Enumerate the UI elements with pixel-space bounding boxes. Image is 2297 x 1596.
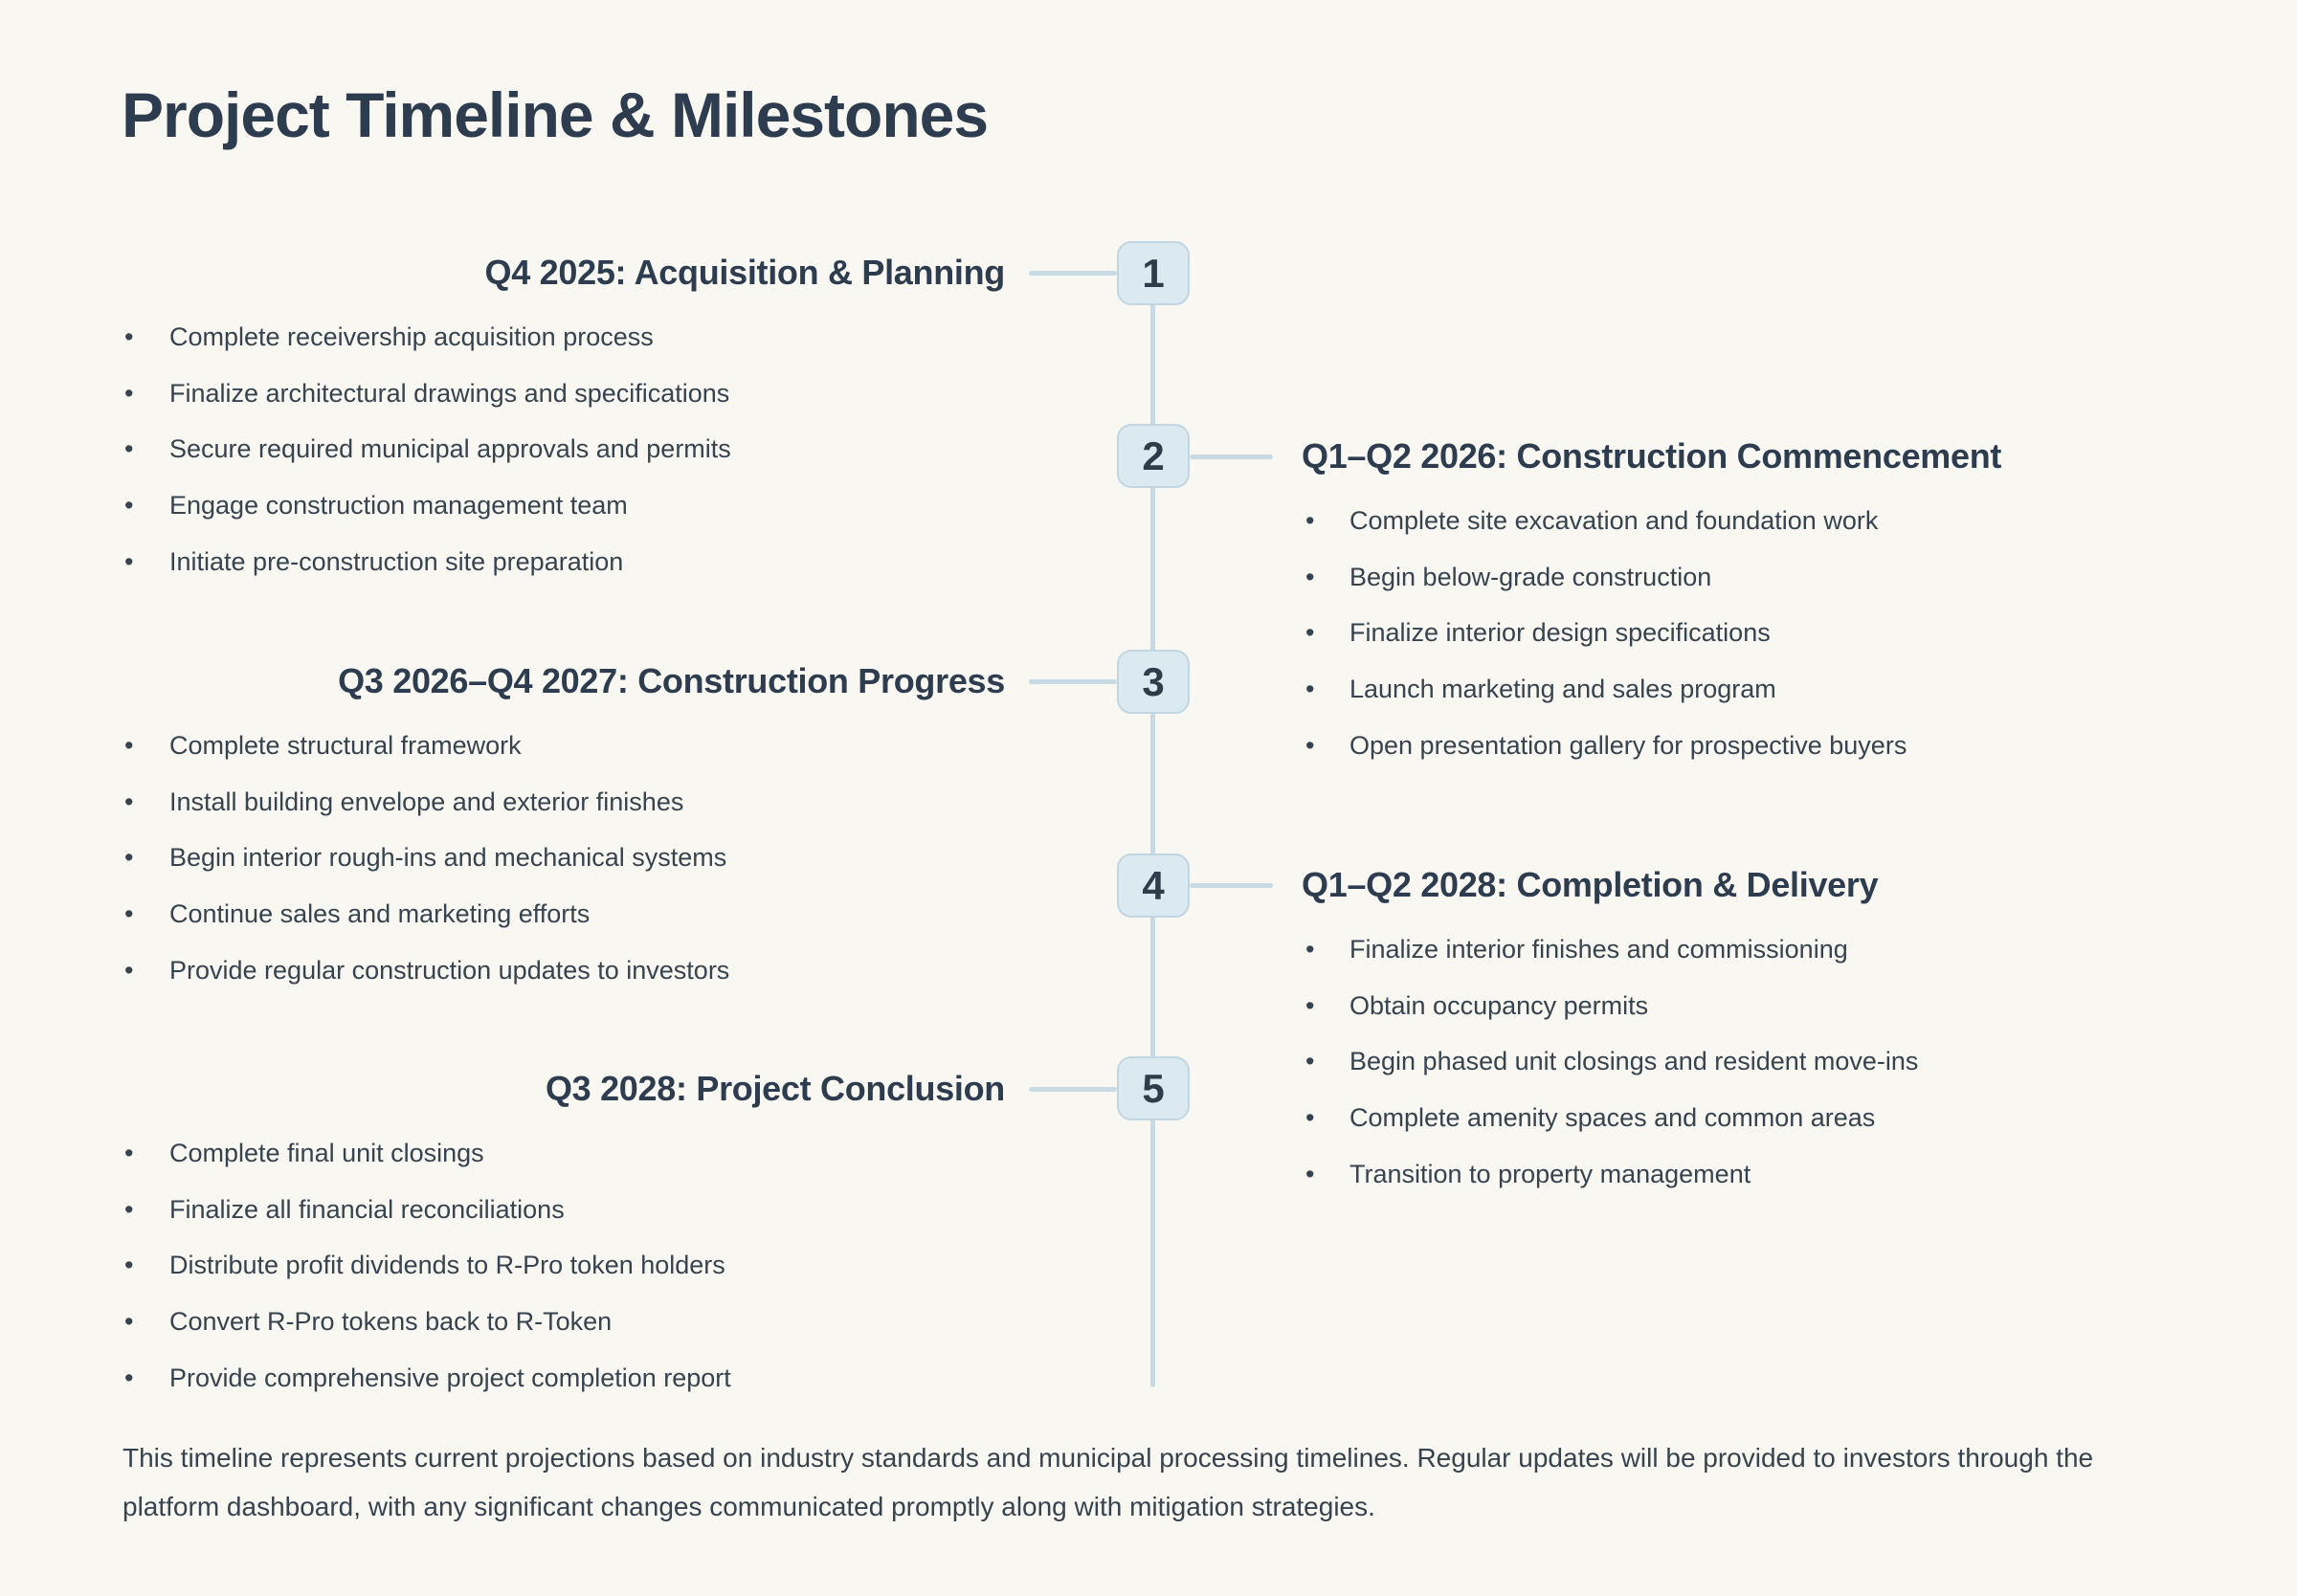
milestone-2-items bbox=[1302, 493, 2201, 773]
milestone-item: • Obtain occupancy permits bbox=[1302, 978, 2201, 1034]
milestone-item: • Complete site excavation and foundation work bbox=[1302, 493, 2201, 549]
milestone-4-number-badge: 4 bbox=[1117, 853, 1190, 918]
milestone-item: • Begin below-grade construction bbox=[1302, 549, 2201, 606]
milestone-item: • Secure required municipal approvals and permits bbox=[123, 421, 1005, 477]
milestone-item: • Complete final unit closings bbox=[123, 1125, 1005, 1182]
milestone-item: • Begin interior rough-ins and mechanical systems bbox=[123, 830, 1005, 886]
milestone-3-title: Q3 2026–Q4 2027: Construction Progress bbox=[338, 661, 1005, 700]
milestone-item: • Finalize interior design specifications bbox=[1302, 605, 2201, 661]
milestone-item: • Engage construction management team bbox=[123, 477, 1005, 534]
milestone-3-items bbox=[123, 718, 1005, 998]
milestone-5 bbox=[123, 1066, 1005, 1406]
milestone-item: • Continue sales and marketing efforts bbox=[123, 886, 1005, 942]
connector-line-2 bbox=[1190, 454, 1273, 459]
milestone-item: • Install building envelope and exterior finishes bbox=[123, 774, 1005, 831]
milestone-item: • Begin phased unit closings and resident move-ins bbox=[1302, 1033, 2201, 1090]
milestone-2-number-badge: 2 bbox=[1117, 424, 1190, 488]
milestone-5-items bbox=[123, 1125, 1005, 1406]
milestone-item: • Provide comprehensive project completion report bbox=[123, 1350, 1005, 1407]
milestone-5-title: Q3 2028: Project Conclusion bbox=[545, 1069, 1005, 1108]
milestone-4-title: Q1–Q2 2028: Completion & Delivery bbox=[1302, 865, 1879, 904]
milestone-item: • Complete receivership acquisition process bbox=[123, 309, 1005, 366]
milestone-2-title: Q1–Q2 2026: Construction Commencement bbox=[1302, 436, 2002, 476]
footer-note: This timeline represents current projections based on industry standards and municipal processing timelines. Regular updates will be provided to investors through the platform dashboard, with any significant changes communicated promptly along with mitigation strategies. bbox=[123, 1443, 2094, 1521]
milestone-item: • Distribute profit dividends to R-Pro token holders bbox=[123, 1237, 1005, 1294]
milestone-1-title: Q4 2025: Acquisition & Planning bbox=[484, 253, 1005, 292]
milestone-2 bbox=[1302, 433, 2201, 773]
connector-line-4 bbox=[1190, 883, 1273, 888]
milestone-3-number-badge: 3 bbox=[1117, 650, 1190, 714]
connector-line-1 bbox=[1029, 271, 1117, 276]
page-title: Project Timeline & Milestones bbox=[122, 79, 989, 150]
milestone-5-number-badge: 5 bbox=[1117, 1056, 1190, 1120]
milestone-item: • Finalize all financial reconciliations bbox=[123, 1182, 1005, 1238]
milestone-item: • Complete structural framework bbox=[123, 718, 1005, 774]
milestone-item: • Initiate pre-construction site preparation bbox=[123, 534, 1005, 590]
milestone-item: • Complete amenity spaces and common areas bbox=[1302, 1090, 2201, 1146]
milestone-item: • Launch marketing and sales program bbox=[1302, 661, 2201, 718]
milestone-1-number-badge: 1 bbox=[1117, 241, 1190, 305]
milestone-4 bbox=[1302, 862, 2201, 1202]
milestone-4-items bbox=[1302, 921, 2201, 1202]
milestone-item: • Finalize interior finishes and commissioning bbox=[1302, 921, 2201, 978]
connector-line-5 bbox=[1029, 1087, 1117, 1092]
milestone-item: • Transition to property management bbox=[1302, 1146, 2201, 1203]
milestone-item: • Provide regular construction updates to investors bbox=[123, 942, 1005, 999]
milestone-item: • Open presentation gallery for prospective buyers bbox=[1302, 718, 2201, 774]
connector-line-3 bbox=[1029, 679, 1117, 684]
milestone-item: • Convert R-Pro tokens back to R-Token bbox=[123, 1294, 1005, 1350]
milestone-item: • Finalize architectural drawings and specifications bbox=[123, 366, 1005, 422]
milestone-3 bbox=[123, 658, 1005, 998]
milestone-1-items bbox=[123, 309, 1005, 589]
milestone-1 bbox=[123, 250, 1005, 589]
